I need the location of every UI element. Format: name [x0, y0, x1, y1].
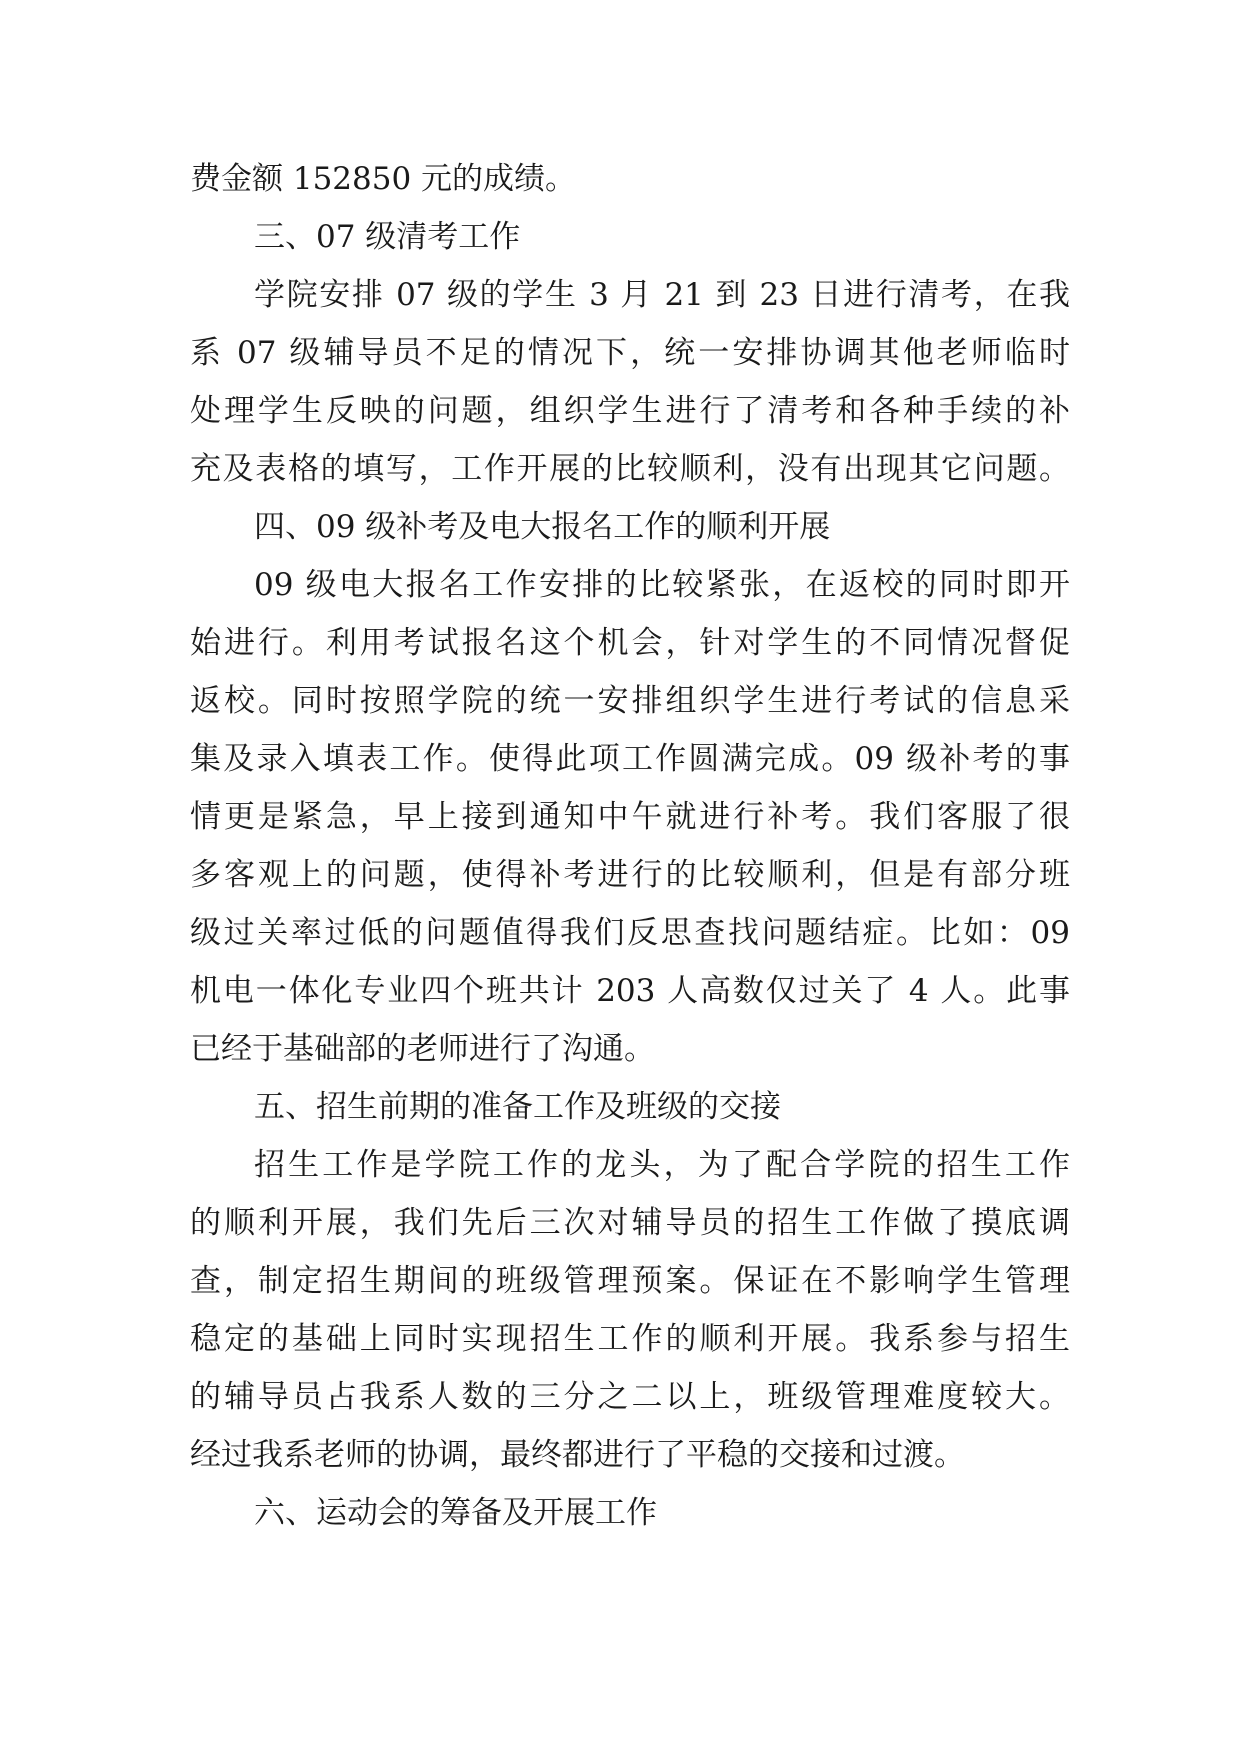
- section-heading-3: 三、07 级清考工作: [254, 219, 521, 255]
- body-line: 查，制定招生期间的班级管理预案。保证在不影响学生管理: [190, 1263, 1070, 1299]
- body-line: 返校。同时按照学院的统一安排组织学生进行考试的信息采: [190, 683, 1070, 719]
- document-body: [190, 150, 1070, 1542]
- body-line: 已经于基础部的老师进行了沟通。: [190, 1031, 655, 1067]
- body-line: 09 级电大报名工作安排的比较紧张，在返校的同时即开: [254, 567, 1070, 603]
- body-line: 经过我系老师的协调，最终都进行了平稳的交接和过渡。: [190, 1437, 965, 1473]
- body-line: 充及表格的填写，工作开展的比较顺利，没有出现其它问题。: [190, 451, 1070, 487]
- body-line: 费金额 152850 元的成绩。: [190, 161, 577, 197]
- section-heading-4: 四、09 级补考及电大报名工作的顺利开展: [254, 509, 831, 545]
- body-line: 处理学生反映的问题，组织学生进行了清考和各种手续的补: [190, 393, 1070, 429]
- section-heading-6: 六、运动会的筹备及开展工作: [254, 1495, 657, 1531]
- body-line: 系 07 级辅导员不足的情况下，统一安排协调其他老师临时: [190, 335, 1070, 371]
- body-line: 稳定的基础上同时实现招生工作的顺利开展。我系参与招生: [190, 1321, 1070, 1357]
- section-heading-5: 五、招生前期的准备工作及班级的交接: [254, 1089, 781, 1125]
- body-line: 学院安排 07 级的学生 3 月 21 到 23 日进行清考，在我: [254, 277, 1070, 313]
- body-line: 情更是紧急，早上接到通知中午就进行补考。我们客服了很: [190, 799, 1070, 835]
- body-line: 始进行。利用考试报名这个机会，针对学生的不同情况督促: [190, 625, 1070, 661]
- body-line: 招生工作是学院工作的龙头，为了配合学院的招生工作: [254, 1147, 1070, 1183]
- body-line: 多客观上的问题，使得补考进行的比较顺利，但是有部分班: [190, 857, 1070, 893]
- body-line: 集及录入填表工作。使得此项工作圆满完成。09 级补考的事: [190, 741, 1070, 777]
- body-line: 级过关率过低的问题值得我们反思查找问题结症。比如：09: [190, 915, 1070, 951]
- body-line: 的顺利开展，我们先后三次对辅导员的招生工作做了摸底调: [190, 1205, 1070, 1241]
- body-line: 的辅导员占我系人数的三分之二以上，班级管理难度较大。: [190, 1379, 1070, 1415]
- body-line: 机电一体化专业四个班共计 203 人高数仅过关了 4 人。此事: [190, 973, 1070, 1009]
